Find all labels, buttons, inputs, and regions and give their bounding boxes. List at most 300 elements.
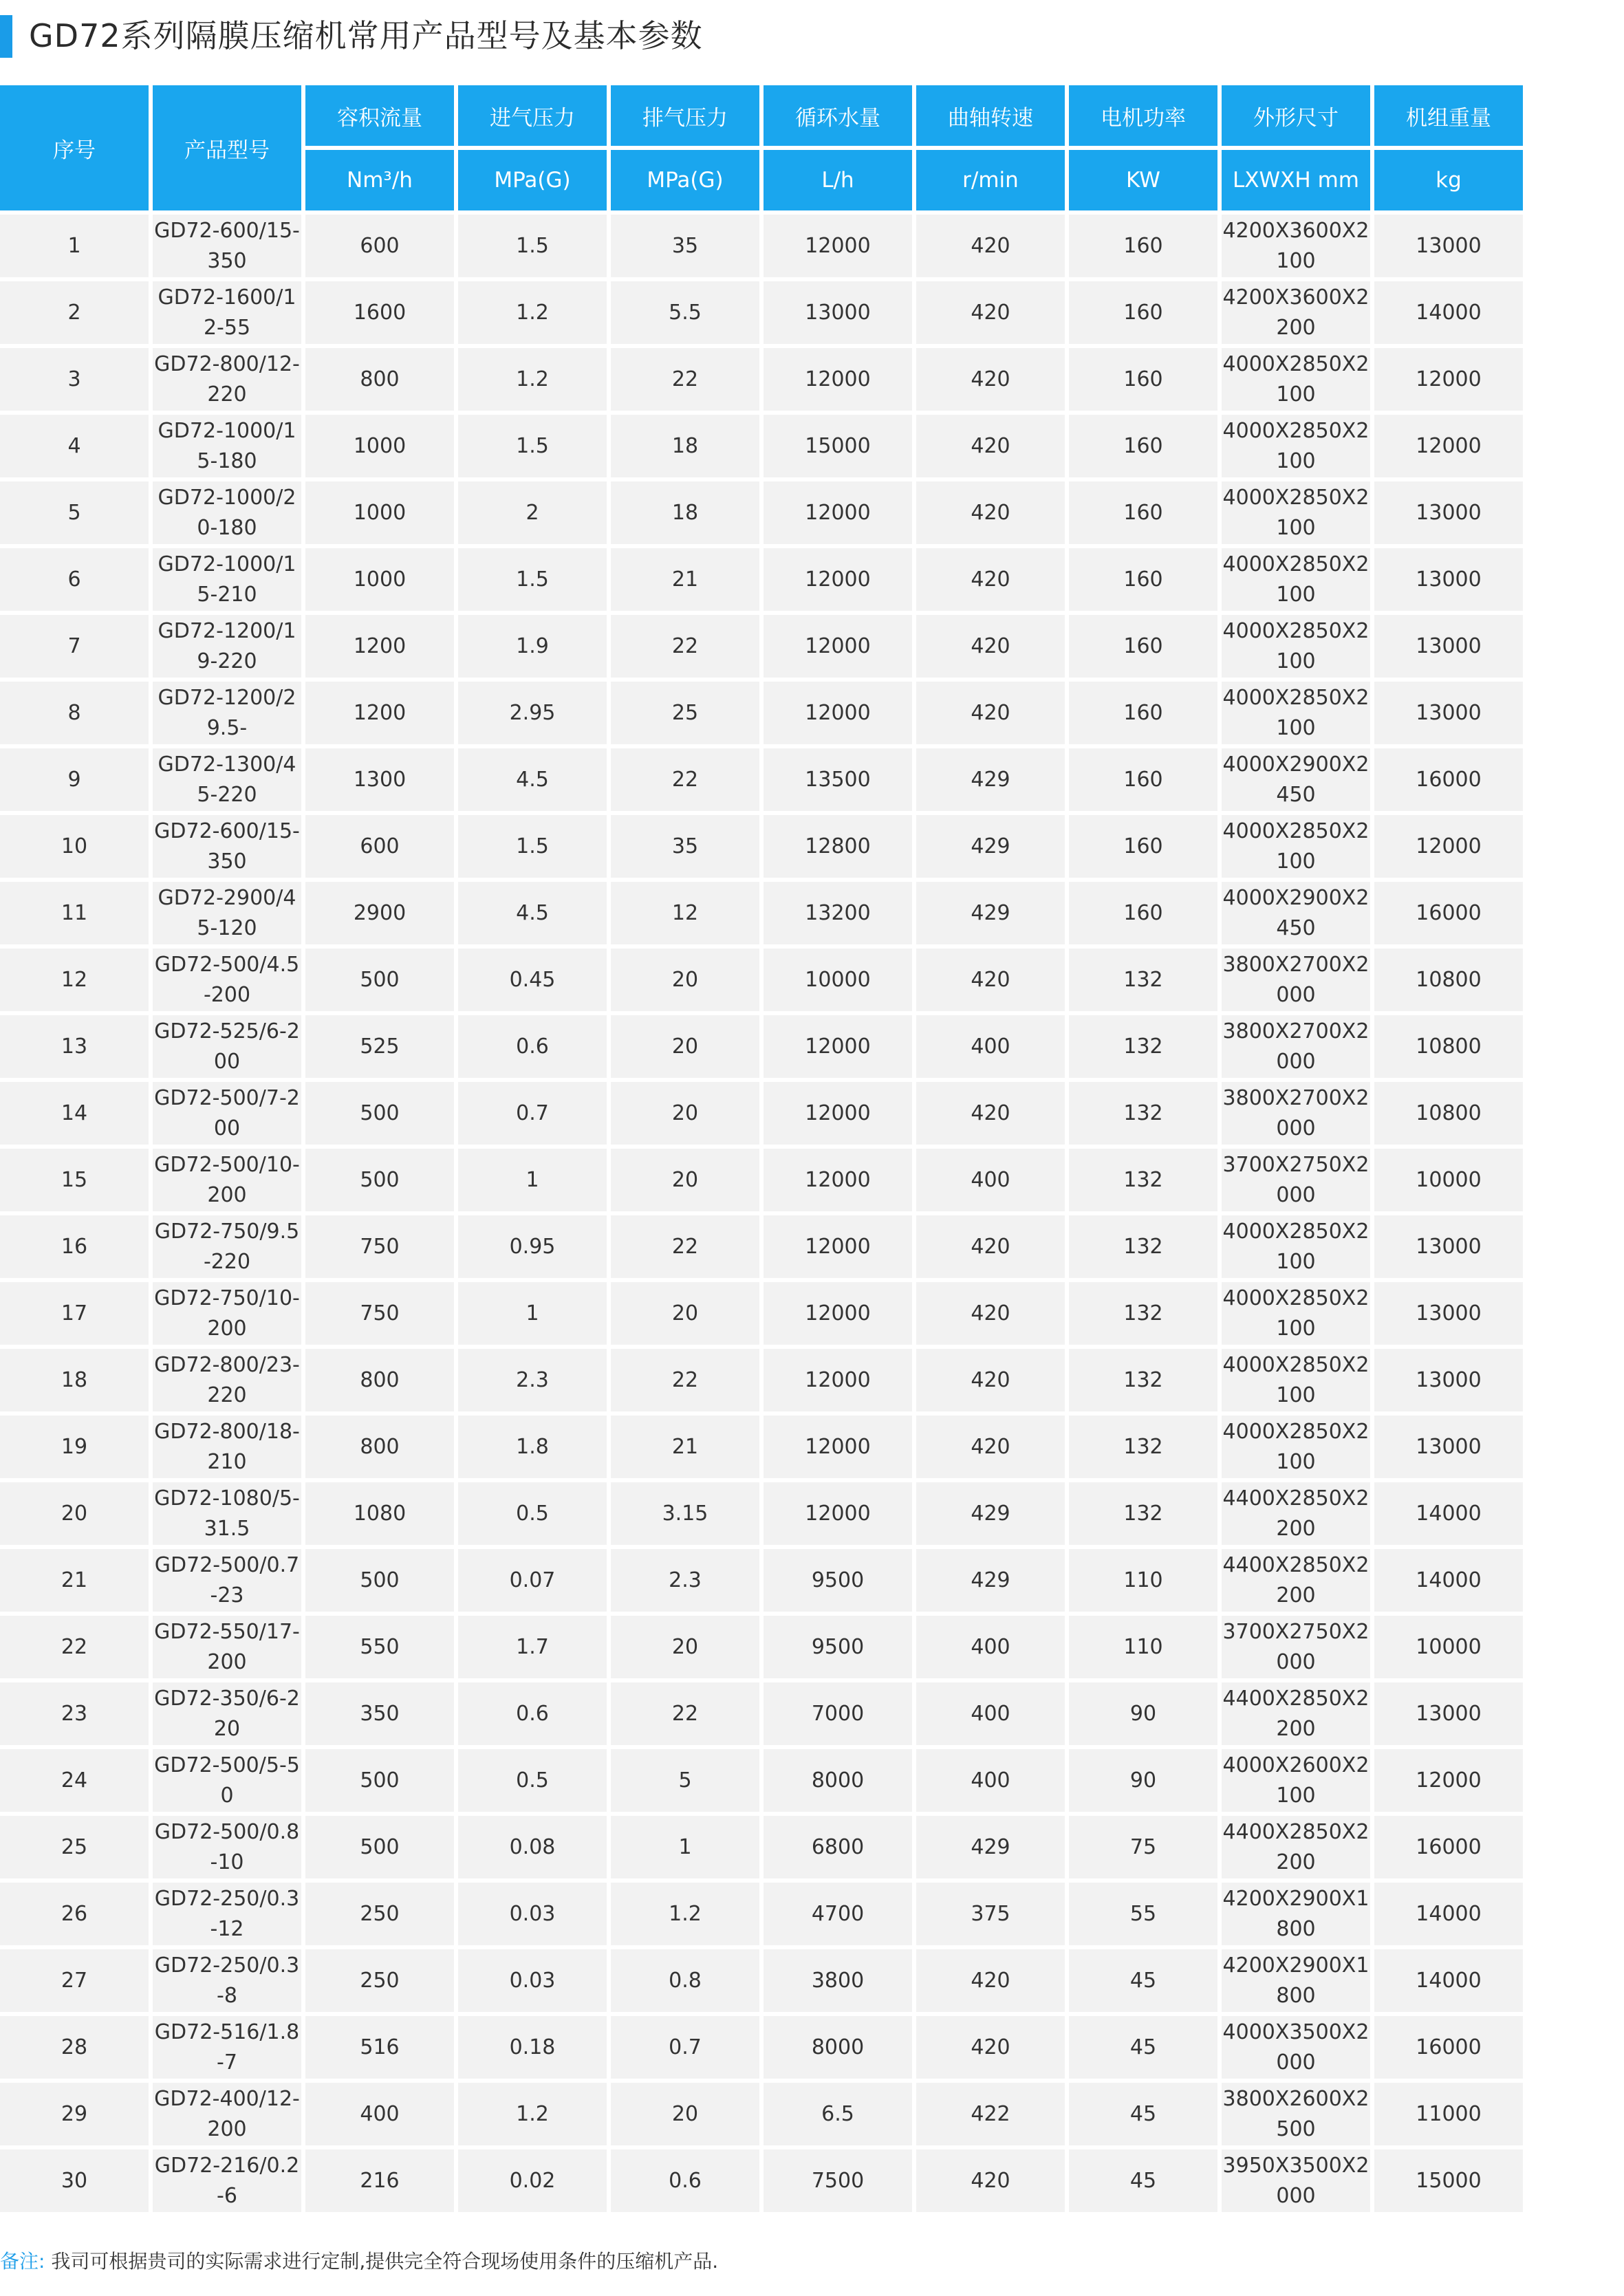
row-index: 14 (0, 1082, 149, 1145)
row-inlet-pressure: 2.3 (458, 1349, 607, 1411)
row-power: 160 (1069, 215, 1217, 277)
row-model: GD72-216/0.2-6 (153, 2149, 301, 2212)
row-weight: 10800 (1374, 949, 1523, 1011)
row-weight: 16000 (1374, 748, 1523, 811)
row-weight: 14000 (1374, 1482, 1523, 1545)
row-inlet-pressure: 0.18 (458, 2016, 607, 2079)
row-flow: 500 (305, 949, 454, 1011)
table-row (0, 1682, 1523, 1745)
row-speed: 400 (916, 1616, 1065, 1678)
row-model: GD72-500/5-50 (153, 1749, 301, 1812)
row-power: 160 (1069, 348, 1217, 411)
row-outlet-pressure: 20 (611, 2083, 759, 2145)
row-speed: 420 (916, 215, 1065, 277)
row-model: GD72-516/1.8-7 (153, 2016, 301, 2079)
row-model: GD72-400/12-200 (153, 2083, 301, 2145)
row-outlet-pressure: 0.8 (611, 1949, 759, 2012)
row-dimensions: 4000X2850X2100 (1222, 415, 1370, 477)
table-row (0, 682, 1523, 744)
row-weight: 13000 (1374, 1282, 1523, 1345)
header-index: 序号 (0, 85, 149, 210)
row-outlet-pressure: 3.15 (611, 1482, 759, 1545)
row-model: GD72-500/0.8-10 (153, 1816, 301, 1878)
row-weight: 12000 (1374, 415, 1523, 477)
row-water: 13200 (764, 882, 912, 944)
row-speed: 420 (916, 2149, 1065, 2212)
table-row (0, 1282, 1523, 1345)
row-speed: 429 (916, 1816, 1065, 1878)
table-row (0, 615, 1523, 678)
row-water: 12000 (764, 1015, 912, 1078)
row-power: 45 (1069, 2016, 1217, 2079)
row-inlet-pressure: 2 (458, 481, 607, 544)
row-weight: 10800 (1374, 1015, 1523, 1078)
row-dimensions: 4000X2850X2100 (1222, 815, 1370, 878)
row-index: 24 (0, 1749, 149, 1812)
row-weight: 15000 (1374, 2149, 1523, 2212)
row-flow: 750 (305, 1282, 454, 1345)
row-dimensions: 4000X2850X2100 (1222, 1416, 1370, 1478)
table-row (0, 2149, 1523, 2212)
table-row (0, 415, 1523, 477)
row-index: 8 (0, 682, 149, 744)
row-water: 12000 (764, 1482, 912, 1545)
row-water: 12000 (764, 682, 912, 744)
row-outlet-pressure: 21 (611, 548, 759, 611)
row-index: 20 (0, 1482, 149, 1545)
row-speed: 420 (916, 949, 1065, 1011)
row-flow: 800 (305, 1349, 454, 1411)
row-model: GD72-1000/15-180 (153, 415, 301, 477)
row-power: 160 (1069, 748, 1217, 811)
footnote-text: 我司可根据贵司的实际需求进行定制,提供完全符合现场使用条件的压缩机产品. (51, 2250, 719, 2273)
table-row (0, 348, 1523, 411)
row-index: 16 (0, 1215, 149, 1278)
row-flow: 350 (305, 1682, 454, 1745)
row-dimensions: 4200X3600X2200 (1222, 281, 1370, 344)
table-row (0, 1416, 1523, 1478)
row-model: GD72-1000/20-180 (153, 481, 301, 544)
row-inlet-pressure: 1.5 (458, 215, 607, 277)
row-weight: 16000 (1374, 882, 1523, 944)
row-model: GD72-1300/45-220 (153, 748, 301, 811)
row-power: 110 (1069, 1549, 1217, 1612)
row-water: 7000 (764, 1682, 912, 1745)
row-outlet-pressure: 20 (611, 949, 759, 1011)
row-outlet-pressure: 21 (611, 1416, 759, 1478)
row-dimensions: 3800X2700X2000 (1222, 949, 1370, 1011)
row-index: 18 (0, 1349, 149, 1411)
row-water: 9500 (764, 1549, 912, 1612)
row-speed: 420 (916, 1215, 1065, 1278)
row-inlet-pressure: 0.45 (458, 949, 607, 1011)
row-speed: 400 (916, 1682, 1065, 1745)
row-flow: 250 (305, 1949, 454, 2012)
row-model: GD72-750/10-200 (153, 1282, 301, 1345)
row-flow: 600 (305, 815, 454, 878)
row-model: GD72-1200/19-220 (153, 615, 301, 678)
table-row (0, 2016, 1523, 2079)
row-flow: 800 (305, 1416, 454, 1478)
row-inlet-pressure: 1.9 (458, 615, 607, 678)
row-index: 2 (0, 281, 149, 344)
header-model: 产品型号 (153, 85, 301, 210)
row-weight: 10800 (1374, 1082, 1523, 1145)
row-outlet-pressure: 25 (611, 682, 759, 744)
row-speed: 420 (916, 548, 1065, 611)
row-power: 132 (1069, 1215, 1217, 1278)
row-index: 22 (0, 1616, 149, 1678)
row-inlet-pressure: 1 (458, 1149, 607, 1211)
row-outlet-pressure: 35 (611, 215, 759, 277)
row-flow: 1000 (305, 481, 454, 544)
row-inlet-pressure: 4.5 (458, 748, 607, 811)
table-row (0, 1949, 1523, 2012)
row-dimensions: 4000X3500X2000 (1222, 2016, 1370, 2079)
row-inlet-pressure: 0.7 (458, 1082, 607, 1145)
row-speed: 420 (916, 615, 1065, 678)
table-body (0, 215, 1523, 2212)
row-index: 13 (0, 1015, 149, 1078)
row-speed: 420 (916, 1282, 1065, 1345)
row-water: 13000 (764, 281, 912, 344)
row-flow: 516 (305, 2016, 454, 2079)
row-outlet-pressure: 1.2 (611, 1883, 759, 1945)
row-inlet-pressure: 0.5 (458, 1749, 607, 1812)
row-flow: 216 (305, 2149, 454, 2212)
row-dimensions: 3950X3500X2000 (1222, 2149, 1370, 2212)
header-col-unit: MPa(G) (458, 150, 607, 210)
row-flow: 1080 (305, 1482, 454, 1545)
row-dimensions: 4200X2900X1800 (1222, 1883, 1370, 1945)
row-outlet-pressure: 0.7 (611, 2016, 759, 2079)
row-power: 45 (1069, 1949, 1217, 2012)
row-flow: 2900 (305, 882, 454, 944)
row-water: 3800 (764, 1949, 912, 2012)
row-outlet-pressure: 20 (611, 1015, 759, 1078)
row-inlet-pressure: 1.2 (458, 348, 607, 411)
row-water: 12000 (764, 1215, 912, 1278)
table-header (0, 85, 1523, 210)
row-flow: 1200 (305, 615, 454, 678)
row-water: 12000 (764, 1349, 912, 1411)
row-inlet-pressure: 1.5 (458, 415, 607, 477)
header-col-unit: Nm³/h (305, 150, 454, 210)
row-index: 1 (0, 215, 149, 277)
table-row (0, 1549, 1523, 1612)
row-inlet-pressure: 0.03 (458, 1949, 607, 2012)
row-outlet-pressure: 22 (611, 348, 759, 411)
row-flow: 1300 (305, 748, 454, 811)
header-col-name: 进气压力 (458, 85, 607, 146)
row-power: 132 (1069, 949, 1217, 1011)
row-index: 9 (0, 748, 149, 811)
row-water: 12800 (764, 815, 912, 878)
row-dimensions: 4000X2900X2450 (1222, 882, 1370, 944)
table-row (0, 1149, 1523, 1211)
row-model: GD72-750/9.5-220 (153, 1215, 301, 1278)
row-outlet-pressure: 1 (611, 1816, 759, 1878)
row-index: 27 (0, 1949, 149, 2012)
row-speed: 429 (916, 815, 1065, 878)
row-power: 160 (1069, 882, 1217, 944)
footnote-label: 备注: (0, 2250, 45, 2273)
row-power: 110 (1069, 1616, 1217, 1678)
row-speed: 400 (916, 1749, 1065, 1812)
row-inlet-pressure: 1.5 (458, 548, 607, 611)
row-dimensions: 4200X2900X1800 (1222, 1949, 1370, 2012)
row-water: 12000 (764, 615, 912, 678)
row-outlet-pressure: 20 (611, 1149, 759, 1211)
row-water: 7500 (764, 2149, 912, 2212)
row-model: GD72-250/0.3-12 (153, 1883, 301, 1945)
row-water: 6.5 (764, 2083, 912, 2145)
row-dimensions: 4000X2850X2100 (1222, 481, 1370, 544)
row-index: 21 (0, 1549, 149, 1612)
row-outlet-pressure: 20 (611, 1616, 759, 1678)
row-dimensions: 4400X2850X2200 (1222, 1816, 1370, 1878)
row-outlet-pressure: 22 (611, 748, 759, 811)
row-dimensions: 4000X2850X2100 (1222, 348, 1370, 411)
row-inlet-pressure: 0.5 (458, 1482, 607, 1545)
footnote (0, 2248, 718, 2275)
row-speed: 420 (916, 481, 1065, 544)
row-outlet-pressure: 18 (611, 415, 759, 477)
header-col-unit: L/h (764, 150, 912, 210)
row-outlet-pressure: 20 (611, 1082, 759, 1145)
row-outlet-pressure: 22 (611, 1349, 759, 1411)
row-index: 7 (0, 615, 149, 678)
row-dimensions: 3800X2700X2000 (1222, 1082, 1370, 1145)
row-model: GD72-350/6-220 (153, 1682, 301, 1745)
row-water: 12000 (764, 1416, 912, 1478)
row-dimensions: 4000X2850X2100 (1222, 1349, 1370, 1411)
row-index: 26 (0, 1883, 149, 1945)
row-flow: 500 (305, 1149, 454, 1211)
row-speed: 420 (916, 1949, 1065, 2012)
row-water: 4700 (764, 1883, 912, 1945)
row-model: GD72-500/10-200 (153, 1149, 301, 1211)
title-accent-bar (0, 15, 12, 58)
row-water: 6800 (764, 1816, 912, 1878)
row-model: GD72-1200/29.5- (153, 682, 301, 744)
row-outlet-pressure: 0.6 (611, 2149, 759, 2212)
row-power: 45 (1069, 2083, 1217, 2145)
row-model: GD72-500/0.7-23 (153, 1549, 301, 1612)
table-row (0, 1616, 1523, 1678)
row-model: GD72-1000/15-210 (153, 548, 301, 611)
row-weight: 13000 (1374, 615, 1523, 678)
row-model: GD72-800/23-220 (153, 1349, 301, 1411)
row-model: GD72-600/15-350 (153, 215, 301, 277)
row-dimensions: 3700X2750X2000 (1222, 1149, 1370, 1211)
row-water: 12000 (764, 1282, 912, 1345)
header-col-name: 外形尺寸 (1222, 85, 1370, 146)
header-col-name: 容积流量 (305, 85, 454, 146)
row-weight: 10000 (1374, 1616, 1523, 1678)
row-speed: 429 (916, 882, 1065, 944)
row-water: 13500 (764, 748, 912, 811)
row-power: 132 (1069, 1015, 1217, 1078)
row-power: 90 (1069, 1749, 1217, 1812)
row-power: 45 (1069, 2149, 1217, 2212)
table-row (0, 882, 1523, 944)
row-water: 12000 (764, 215, 912, 277)
row-dimensions: 4000X2900X2450 (1222, 748, 1370, 811)
row-speed: 420 (916, 682, 1065, 744)
row-water: 12000 (764, 1082, 912, 1145)
row-inlet-pressure: 0.08 (458, 1816, 607, 1878)
row-water: 9500 (764, 1616, 912, 1678)
row-dimensions: 4000X2850X2100 (1222, 615, 1370, 678)
table-row (0, 1215, 1523, 1278)
row-speed: 420 (916, 1416, 1065, 1478)
row-power: 160 (1069, 548, 1217, 611)
row-outlet-pressure: 12 (611, 882, 759, 944)
header-col-name: 机组重量 (1374, 85, 1523, 146)
row-speed: 422 (916, 2083, 1065, 2145)
row-speed: 420 (916, 281, 1065, 344)
row-index: 23 (0, 1682, 149, 1745)
row-model: GD72-1600/12-55 (153, 281, 301, 344)
row-outlet-pressure: 22 (611, 1215, 759, 1278)
row-flow: 550 (305, 1616, 454, 1678)
row-weight: 16000 (1374, 2016, 1523, 2079)
table-row (0, 281, 1523, 344)
row-index: 19 (0, 1416, 149, 1478)
table-row (0, 1749, 1523, 1812)
row-speed: 420 (916, 348, 1065, 411)
table-row (0, 1082, 1523, 1145)
row-model: GD72-500/7-200 (153, 1082, 301, 1145)
row-weight: 12000 (1374, 815, 1523, 878)
row-index: 3 (0, 348, 149, 411)
row-flow: 1200 (305, 682, 454, 744)
row-weight: 13000 (1374, 548, 1523, 611)
row-dimensions: 3700X2750X2000 (1222, 1616, 1370, 1678)
row-inlet-pressure: 2.95 (458, 682, 607, 744)
row-flow: 1000 (305, 548, 454, 611)
row-water: 12000 (764, 548, 912, 611)
row-model: GD72-1080/5-31.5 (153, 1482, 301, 1545)
row-weight: 14000 (1374, 281, 1523, 344)
row-dimensions: 4000X2850X2100 (1222, 1282, 1370, 1345)
row-weight: 13000 (1374, 1349, 1523, 1411)
row-speed: 429 (916, 1482, 1065, 1545)
row-model: GD72-500/4.5-200 (153, 949, 301, 1011)
row-index: 12 (0, 949, 149, 1011)
row-speed: 400 (916, 1015, 1065, 1078)
table-row (0, 215, 1523, 277)
row-index: 29 (0, 2083, 149, 2145)
header-col-name: 排气压力 (611, 85, 759, 146)
row-weight: 16000 (1374, 1816, 1523, 1878)
header-col-unit: r/min (916, 150, 1065, 210)
row-index: 28 (0, 2016, 149, 2079)
row-flow: 1600 (305, 281, 454, 344)
row-weight: 13000 (1374, 1215, 1523, 1278)
row-outlet-pressure: 35 (611, 815, 759, 878)
row-power: 160 (1069, 615, 1217, 678)
row-index: 11 (0, 882, 149, 944)
row-index: 25 (0, 1816, 149, 1878)
row-weight: 14000 (1374, 1883, 1523, 1945)
row-model: GD72-550/17-200 (153, 1616, 301, 1678)
row-power: 75 (1069, 1816, 1217, 1878)
table-row (0, 949, 1523, 1011)
row-power: 132 (1069, 1482, 1217, 1545)
row-flow: 500 (305, 1749, 454, 1812)
row-speed: 375 (916, 1883, 1065, 1945)
row-outlet-pressure: 22 (611, 615, 759, 678)
row-power: 160 (1069, 415, 1217, 477)
row-dimensions: 3800X2700X2000 (1222, 1015, 1370, 1078)
row-water: 12000 (764, 348, 912, 411)
row-power: 132 (1069, 1149, 1217, 1211)
table-row (0, 1015, 1523, 1078)
row-inlet-pressure: 0.03 (458, 1883, 607, 1945)
row-speed: 429 (916, 1549, 1065, 1612)
header-col-unit: kg (1374, 150, 1523, 210)
header-col-unit: MPa(G) (611, 150, 759, 210)
row-inlet-pressure: 1.5 (458, 815, 607, 878)
row-weight: 13000 (1374, 1416, 1523, 1478)
row-speed: 420 (916, 1082, 1065, 1145)
row-index: 15 (0, 1149, 149, 1211)
row-dimensions: 3800X2600X2500 (1222, 2083, 1370, 2145)
row-water: 15000 (764, 415, 912, 477)
row-dimensions: 4400X2850X2200 (1222, 1482, 1370, 1545)
row-power: 160 (1069, 481, 1217, 544)
row-power: 132 (1069, 1416, 1217, 1478)
row-weight: 11000 (1374, 2083, 1523, 2145)
row-index: 4 (0, 415, 149, 477)
row-power: 132 (1069, 1082, 1217, 1145)
row-model: GD72-800/18-210 (153, 1416, 301, 1478)
row-weight: 13000 (1374, 215, 1523, 277)
table-row (0, 1349, 1523, 1411)
row-dimensions: 4400X2850X2200 (1222, 1682, 1370, 1745)
table-row (0, 481, 1523, 544)
row-speed: 420 (916, 1349, 1065, 1411)
product-spec-table (0, 81, 1527, 2216)
row-power: 132 (1069, 1349, 1217, 1411)
row-flow: 525 (305, 1015, 454, 1078)
row-power: 160 (1069, 815, 1217, 878)
row-flow: 400 (305, 2083, 454, 2145)
row-weight: 12000 (1374, 348, 1523, 411)
header-col-unit: LXWXH mm (1222, 150, 1370, 210)
row-dimensions: 4400X2850X2200 (1222, 1549, 1370, 1612)
row-water: 12000 (764, 481, 912, 544)
row-weight: 10000 (1374, 1149, 1523, 1211)
row-power: 90 (1069, 1682, 1217, 1745)
row-outlet-pressure: 5 (611, 1749, 759, 1812)
row-outlet-pressure: 2.3 (611, 1549, 759, 1612)
page-title: GD72系列隔膜压缩机常用产品型号及基本参数 (29, 17, 703, 54)
row-index: 17 (0, 1282, 149, 1345)
row-model: GD72-525/6-200 (153, 1015, 301, 1078)
header-col-name: 循环水量 (764, 85, 912, 146)
header-col-unit: KW (1069, 150, 1217, 210)
row-power: 132 (1069, 1282, 1217, 1345)
header-col-name: 电机功率 (1069, 85, 1217, 146)
row-flow: 750 (305, 1215, 454, 1278)
header-row-names (0, 85, 1523, 146)
row-speed: 420 (916, 2016, 1065, 2079)
row-inlet-pressure: 0.6 (458, 1682, 607, 1745)
row-water: 8000 (764, 2016, 912, 2079)
